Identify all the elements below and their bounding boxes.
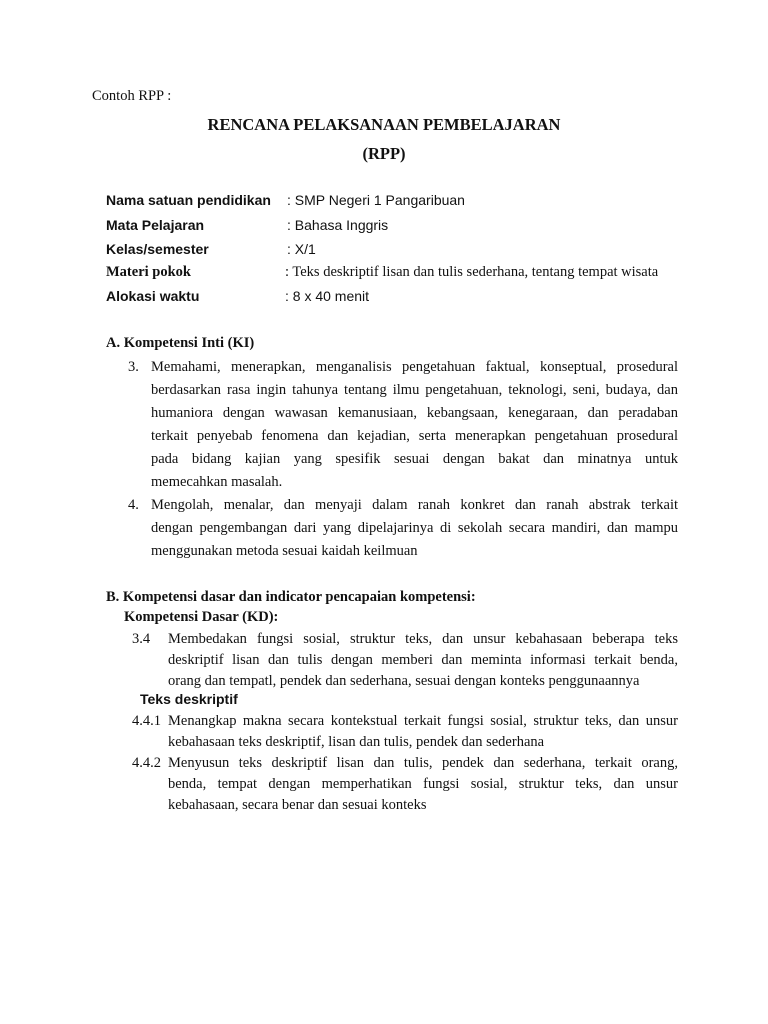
list-item-line: dengan pengembangan dari yang dipelajarinya di sekolah secara mandiri, dan mampu (151, 520, 678, 536)
list-item-line: menggunakan metoda sesuai kaidah keilmuan (151, 543, 418, 559)
list-item-line: berdasarkan rasa ingin tahunya tentang ilmu pengetahuan, teknologi, seni, budaya, dan (151, 382, 678, 398)
list-item-number: 3. (128, 359, 139, 375)
indicator-line: benda, tempat dengan memperhatikan fungsi sosial, struktur teks, dan unsur (168, 776, 678, 792)
section-a-heading: A. Kompetensi Inti (KI) (106, 335, 255, 351)
list-item (128, 356, 678, 494)
indicator-item (132, 711, 678, 753)
list-item (128, 494, 678, 563)
identity-value: : Teks deskriptif lisan dan tulis sederhana, tentang tempat wisata (285, 264, 659, 280)
kd-item (132, 629, 678, 692)
identity-value: : X/1 (287, 241, 316, 257)
list-item-line: Mengolah, menalar, dan menyaji dalam ranah konkret dan ranah abstrak terkait (151, 497, 678, 513)
indicator-number: 4.4.1 (132, 713, 161, 729)
indicator-line: Menangkap makna secara kontekstual terkait fungsi sosial, struktur teks, dan unsur (168, 713, 678, 729)
list-item-number: 4. (128, 497, 139, 513)
indicator-line: kebahasaan teks deskriptif, lisan dan tulis, pendek dan sederhana (168, 734, 545, 750)
kd-line: deskriptif lisan dan tulis dengan memberi dan meminta informasi terkait benda, (168, 652, 678, 668)
indicator-line: kebahasaan, secara benar dan sesuai konteks (168, 797, 427, 813)
list-item-line: pada bidang kajian yang spesifik sesuai dengan bakat dan minatnya untuk (151, 451, 678, 467)
list-item-line: memecahkan masalah. (151, 474, 283, 490)
identity-label: Nama satuan pendidikan (106, 192, 271, 208)
identity-label: Alokasi waktu (106, 288, 200, 304)
kd-number: 3.4 (132, 631, 151, 647)
identity-label: Kelas/semester (106, 241, 209, 257)
indicator-number: 4.4.2 (132, 755, 161, 771)
kd-line: orang dan tempatl, pendek dan sederhana, sesuai dengan konteks penggunaannya (168, 673, 640, 689)
list-item-line: humaniora dengan wawasan kemanusiaan, kebangsaan, kenegaraan, dan peradaban (151, 405, 678, 421)
indicator-item (132, 753, 678, 816)
identity-value: : Bahasa Inggris (287, 217, 389, 233)
list-item-line: Memahami, menerapkan, menganalisis pengetahuan faktual, konseptual, prosedural (151, 359, 678, 375)
kd-subheading: Kompetensi Dasar (KD): (124, 609, 279, 625)
identity-label: Mata Pelajaran (106, 217, 205, 233)
identity-value: : SMP Negeri 1 Pangaribuan (287, 192, 465, 208)
document-title: RENCANA PELAKSANAAN PEMBELAJARAN (207, 115, 561, 134)
intro-text: Contoh RPP : (92, 88, 172, 104)
teks-deskriptif-subheading: Teks deskriptif (140, 691, 238, 707)
list-item-line: terkait penyebab fenomena dan kejadian, serta menerapkan pengetahuan prosedural (151, 428, 678, 444)
indicator-line: Menyusun teks deskriptif lisan dan tulis, pendek dan sederhana, terkait orang, (168, 755, 678, 771)
kd-line: Membedakan fungsi sosial, struktur teks, dan unsur kebahasaan beberapa teks (168, 631, 678, 647)
identity-label: Materi pokok (106, 264, 191, 280)
identity-value: : 8 x 40 menit (285, 288, 370, 304)
document-subtitle: (RPP) (362, 144, 406, 163)
section-b-heading: B. Kompetensi dasar dan indicator pencapaian kompetensi: (106, 589, 476, 605)
